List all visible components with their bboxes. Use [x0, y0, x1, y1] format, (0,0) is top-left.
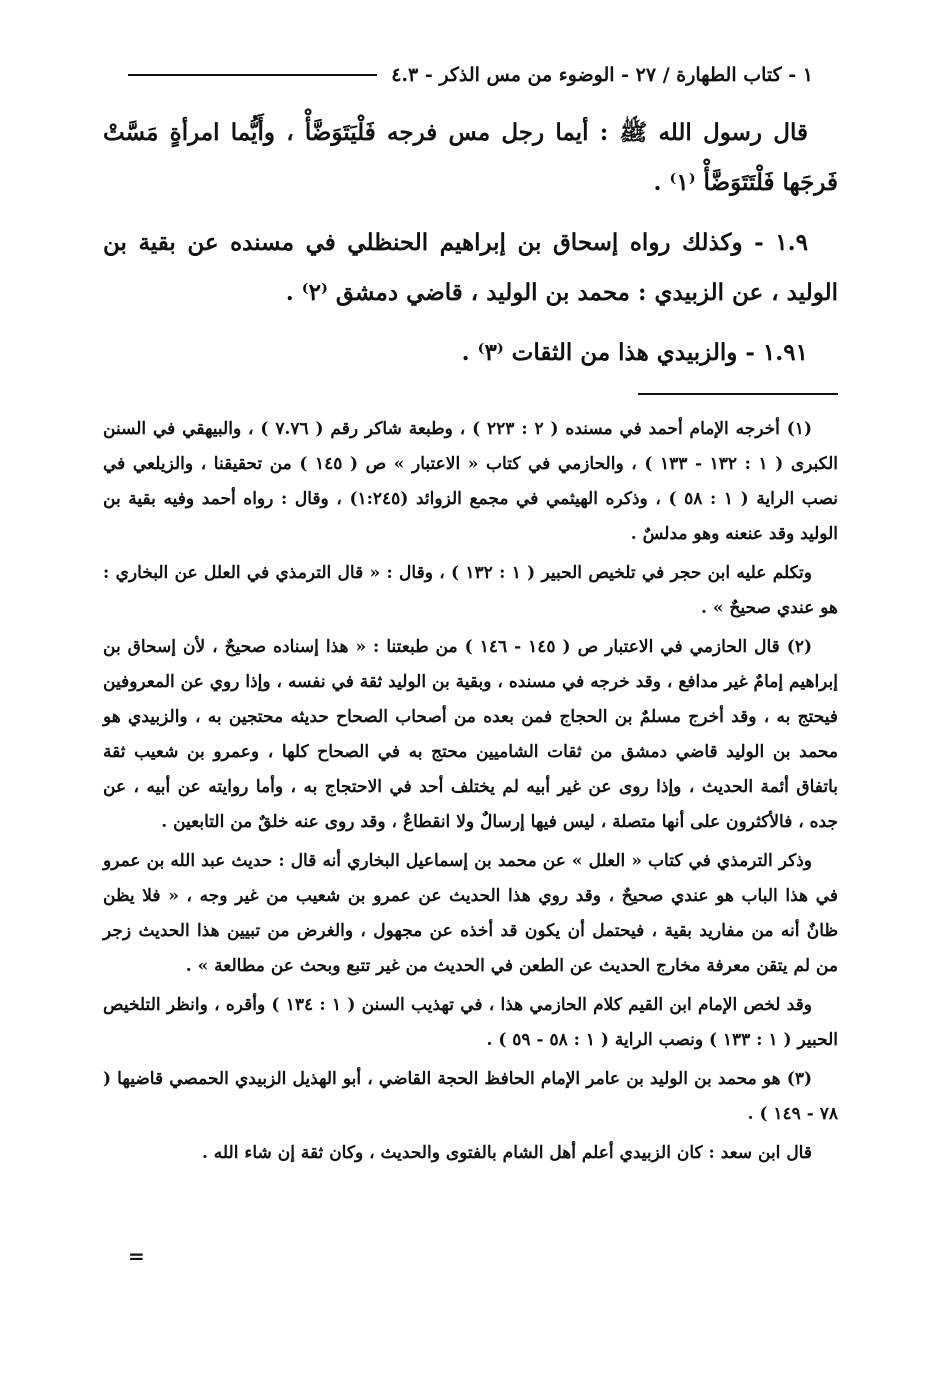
paragraph-1090: ١.٩ - وكذلك رواه إسحاق بن إبراهيم الحنظلي في مسنده عن بقية بن الوليد ، عن الزبيدي : محمد بن الوليد ، قاضي دمشق ⁽٢⁾ . — [103, 229, 838, 306]
footnote-3-continued: قال ابن سعد : كان الزبيدي أعلم أهل الشام بالفتوى والحديث ، وكان ثقة إن شاء الله . — [201, 1143, 812, 1163]
continuation-mark: = — [128, 1244, 145, 1268]
footnote-separator — [638, 393, 838, 395]
hadith-text: قال رسول الله ﷺ : أيما رجل مس فرجه فَلْيَتَوَضَّأْ ، وأَيُّما امرأةٍ مَسَّتْ فَرجَها فَلْتَتَوَضَّأْ ⁽١⁾ . — [103, 119, 838, 196]
footnote-3: (٣) هو محمد بن الوليد بن عامر الإمام الحافظ الحجة القاضي ، أبو الهذيل الزبيدي الحمصي قاضيها ( ٧٨ - ١٤٩ ) . — [103, 1069, 838, 1124]
footnote-1: (١) أخرجه الإمام أحمد في مسنده ( ٢ : ٢٢٣ ) ، وطبعة شاكر رقم ( ٧.٧٦ ) ، والبيهقي في السنن الكبرى ( ١ : ١٣٢ - ١٣٣ ) ، والحازمي في كتاب « الاعتبار » ص ( ١٤٥ ) من تحقيقنا ، والزيلعي في نصب الراية ( ١ : ٥٨ ) ، وذكره الهيثمي في مجمع الزوائد (١:٢٤٥) ، وقال : رواه أحمد وفيه بقية بن الوليد وقد عنعنه وهو مدلسٌ . — [103, 419, 838, 544]
footnotes — [103, 412, 838, 1175]
running-header-text: ١ - كتاب الطهارة / ٢٧ - الوضوء من مس الذكر - ٤.٣ — [391, 64, 813, 86]
footnote-2: (٢) قال الحازمي في الاعتبار ص ( ١٤٥ - ١٤٦ ) من طبعتنا : « هذا إسناده صحيحٌ ، لأن إسحاق بن إبراهيم إمامٌ غير مدافع ، وقد خرجه في مسنده ، وبقية بن الوليد ثقة في نفسه ، وإذا روي عن المعروفين فيحتج به ، وقد أخرج مسلمٌ بن الحجاج فمن بعده من أصحاب الصحاح حديثه محتجين به ، والزبيدي هو محمد بن الوليد قاضي دمشق من ثقات الشاميين محتج به في الصحاح كلها ، وعمرو بن شعيب ثقة باتفاق أئمة الحديث ، وإذا روى عن غير أبيه لم يختلف أحد في الاحتجاج به ، وأما روايته عن أبيه ، عن جده ، فالأكثرون على أنها متصلة ، ليس فيها إرسالٌ ولا انقطاعٌ ، وقد روى عنه خلقٌ من التابعين . — [103, 637, 838, 832]
main-text — [103, 108, 838, 388]
footnote-2-continued: وذكر الترمذي في كتاب « العلل » عن محمد بن إسماعيل البخاري أنه قال : حديث عبد الله بن عمرو في هذا الباب هو عندي صحيحٌ ، وقد روي هذا الحديث عن عمرو بن شعيب من غير وجه ، « فلا يظن ظانٌ أنه من مفاريد بقية ، فيحتمل أن يكون قد أخذه عن مجهول ، والغرض من تبيين هذا الحديث زجر من لم يتقن معرفة مخارج الحديث عن الطعن في الحديث من غير تتبع وبحث عن مطالعة » . — [103, 851, 838, 976]
running-header — [128, 60, 813, 90]
header-rule — [128, 74, 377, 76]
footnote-2-final: وقد لخص الإمام ابن القيم كلام الحازمي هذا ، في تهذيب السنن ( ١ : ١٣٤ ) وأقره ، وانظر التلخيص الحبير ( ١ : ١٣٣ ) ونصب الراية ( ١ : ٥٨ - ٥٩ ) . — [103, 995, 838, 1050]
paragraph-1091: ١.٩١ - والزبيدي هذا من الثقات ⁽٣⁾ . — [461, 339, 808, 366]
footnote-1-continued: وتكلم عليه ابن حجر في تلخيص الحبير ( ١ : ١٣٢ ) ، وقال : « قال الترمذي في العلل عن البخاري : هو عندي صحيحٌ » . — [103, 563, 838, 618]
